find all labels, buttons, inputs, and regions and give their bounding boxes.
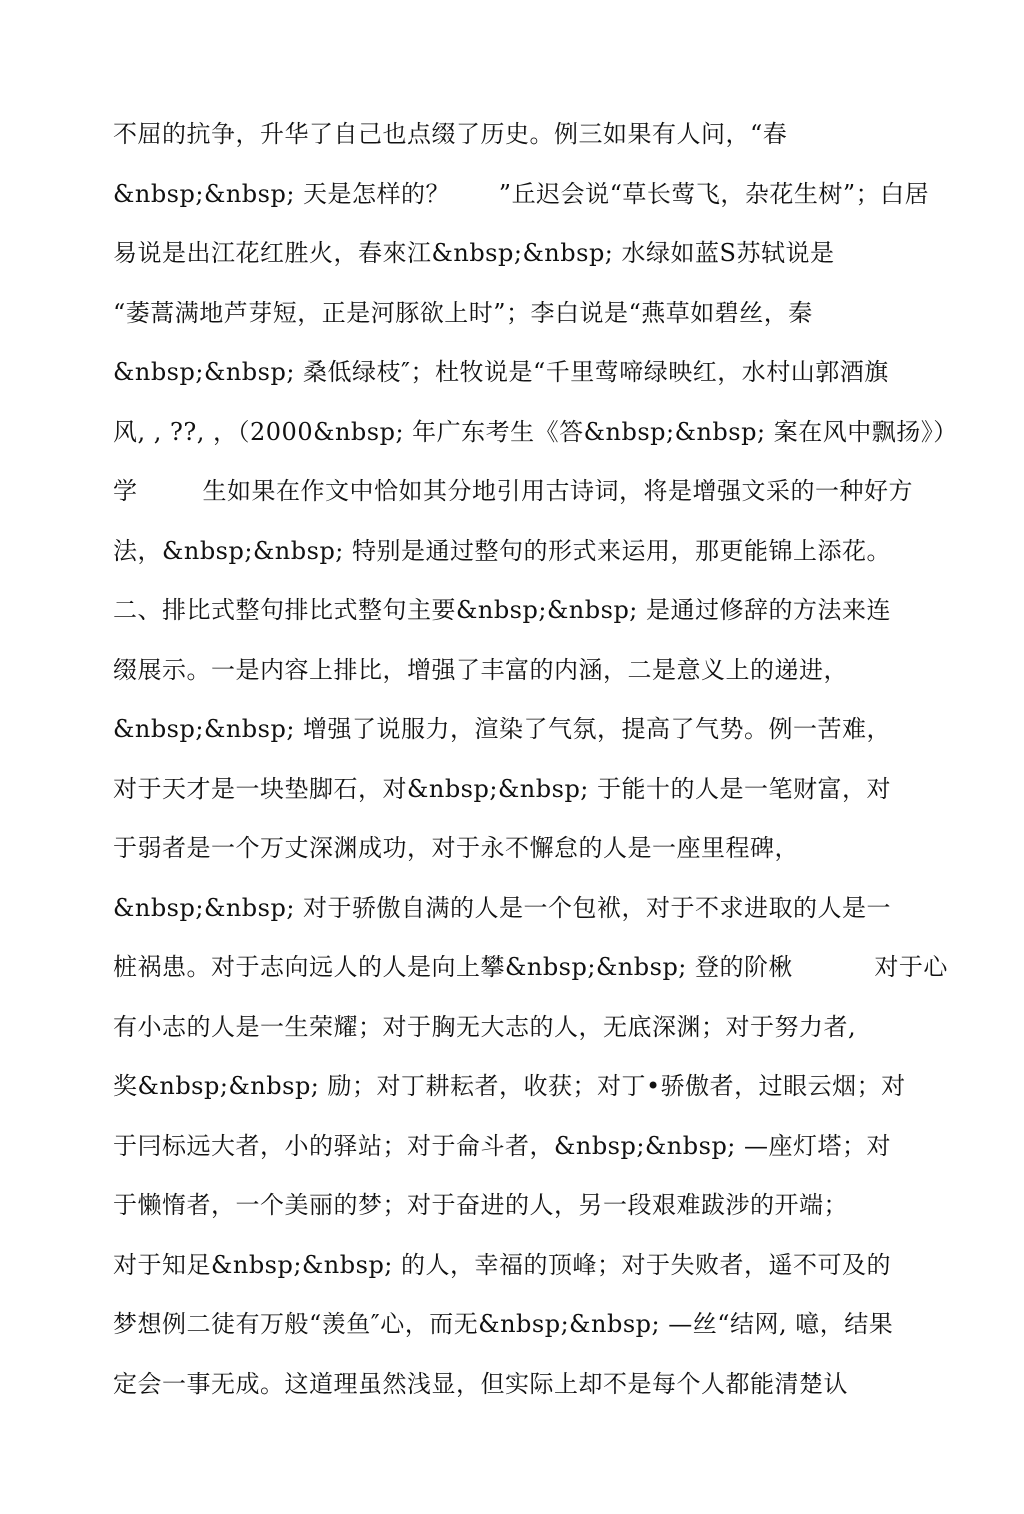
text-line: 学 生如果在作文中恰如其分地引用古诗词，将是增强文采的一种好方 [113, 477, 914, 505]
text-line: &nbsp;&nbsp; 天是怎样的？ ”丘迟会说“草长莺飞，杂花生树”；白居 [113, 179, 930, 208]
text-line: 对于知足&nbsp;&nbsp; 的人，幸福的顶峰；对于失败者，遥不可及的 [113, 1250, 892, 1279]
text-line: 梦想例二徒有万般“羡鱼″心，而无&nbsp;&nbsp; —丝“结网, 噫，结果 [113, 1310, 894, 1338]
text-line: 对于天才是一块垫脚石，对&nbsp;&nbsp; 于能十的人是一笔财富，对 [113, 774, 892, 803]
text-line: 定会一事无成。这道理虽然浅显，但实际上却不是每个人都能清楚认 [113, 1369, 848, 1398]
text-line: 缀展示。一是内容上排比，增强了丰富的内涵，二是意义上的递进， [113, 655, 848, 684]
text-line: 桩祸患。对于志向远人的人是向上攀&nbsp;&nbsp; 登的阶楸 对于心 [113, 953, 948, 981]
text-line: “萎蒿满地芦芽短，正是河豚欲上时”；李白说是“燕草如碧丝，秦 [113, 298, 813, 327]
text-line: 奖&nbsp;&nbsp; 励；对丁耕耘者，收获；对丁•骄傲者，过眼云烟；对 [113, 1072, 906, 1100]
body-text [113, 114, 958, 1423]
text-line: 易说是出江花红胜火，春來江&nbsp;&nbsp; 水绿如蓝S苏轼说是 [113, 239, 835, 267]
text-line: 法，&nbsp;&nbsp; 特别是通过整句的形式来运用，那更能锦上添花。 [113, 536, 892, 565]
text-line: 风, , ??, ，（2000&nbsp; 年广东考生《答&nbsp;&nbsp; 案在风中飘扬》） [113, 417, 958, 446]
text-line: 二、排比式整句排比式整句主要&nbsp;&nbsp; 是通过修辞的方法来连 [113, 596, 892, 624]
text-line: 有小志的人是一生荣耀；对于胸无大志的人，无底深渊；对于努力者, [113, 1012, 857, 1041]
text-line: &nbsp;&nbsp; 桑低绿枝″；杜牧说是“千里莺啼绿映红，水村山郭酒旗 [113, 358, 889, 386]
text-line: &nbsp;&nbsp; 增强了说服力，渲染了气氛，提高了气势。例一苦难， [113, 715, 892, 743]
text-line: 于弱者是一个万丈深渊成功，对于永不懈怠的人是一座里程碑， [113, 834, 799, 862]
text-line: 于懒惰者，一个美丽的梦；对于奋进的人，另一段艰难跋涉的开端； [113, 1191, 848, 1219]
text-line: 于冃标远大者，小的驿站；对于侖斗者，&nbsp;&nbsp; —座灯塔；对 [113, 1131, 892, 1160]
text-line: &nbsp;&nbsp; 对于骄傲自满的人是一个包袱，对于不求进取的人是一 [113, 893, 892, 922]
text-line: 不屈的抗争，升华了自己也点缀了历史。例三如果有人问，“春 [113, 120, 788, 148]
